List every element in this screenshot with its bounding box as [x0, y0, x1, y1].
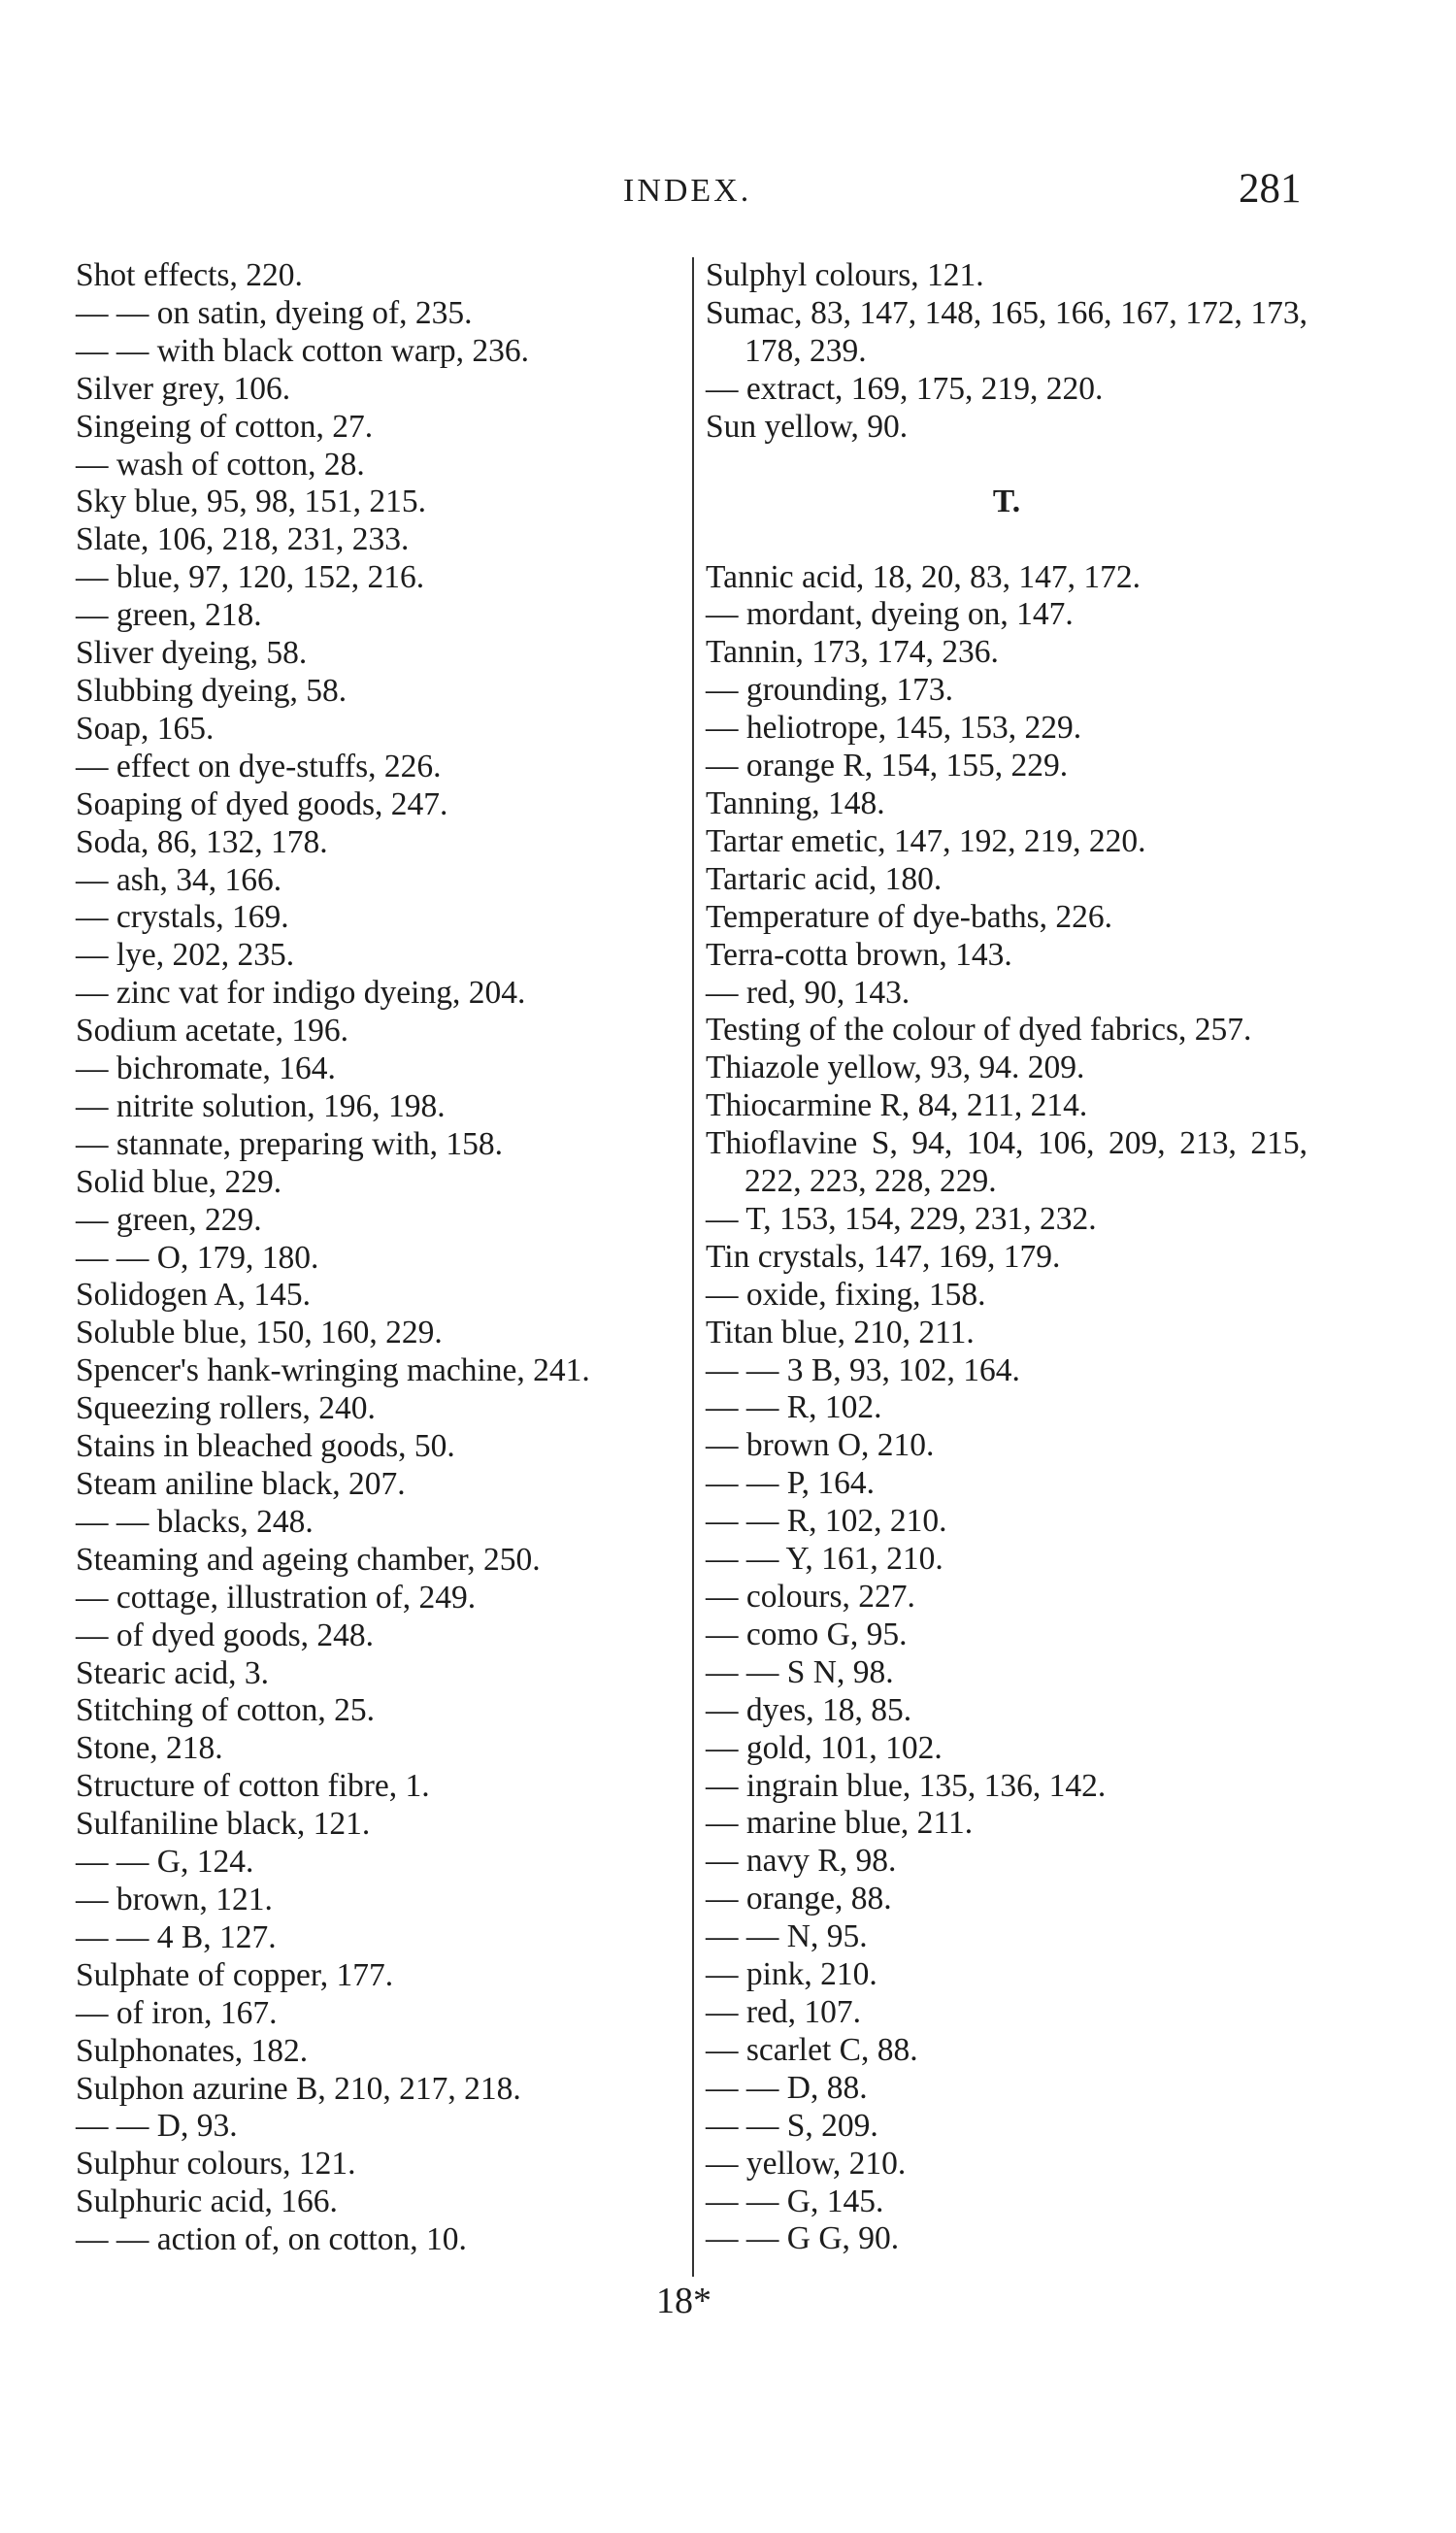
- index-entry: — of iron, 167.: [76, 1994, 278, 2031]
- index-entry: Shot effects, 220.: [76, 257, 303, 293]
- index-entry: Silver grey, 106.: [76, 370, 291, 407]
- index-entry: Temperature of dye-baths, 226.: [706, 898, 1113, 935]
- index-entry: — orange, 88.: [706, 1881, 892, 1917]
- index-entry: — — D, 93.: [76, 2108, 238, 2145]
- index-entry: — green, 218.: [76, 597, 262, 634]
- index-entry: Sulphyl colours, 121.: [706, 257, 984, 293]
- index-entry: — extract, 169, 175, 219, 220.: [706, 370, 1104, 407]
- index-entry: — dyes, 18, 85.: [706, 1691, 912, 1728]
- index-entry: — — action of, on cotton, 10.: [76, 2221, 467, 2258]
- index-entry: Soap, 165.: [76, 710, 215, 747]
- index-entry: — colours, 227.: [706, 1579, 915, 1615]
- index-entry: Tannic acid, 18, 20, 83, 147, 172.: [706, 558, 1141, 595]
- index-entry: Sulphuric acid, 166.: [76, 2183, 338, 2220]
- index-entry: — gold, 101, 102.: [706, 1729, 943, 1766]
- index-entry: — — N, 95.: [706, 1918, 868, 1955]
- index-entry: — — S, 209.: [706, 2107, 878, 2144]
- index-entry: — brown, 121.: [76, 1881, 273, 1917]
- index-entry: Tannin, 173, 174, 236.: [706, 634, 999, 671]
- index-entry: — — Y, 161, 210.: [706, 1541, 943, 1578]
- index-entry: Thiazole yellow, 93, 94. 209.: [706, 1050, 1085, 1086]
- index-entry: — — G, 145.: [706, 2183, 884, 2219]
- index-entry: Stitching of cotton, 25.: [76, 1692, 375, 1729]
- index-entry: — T, 153, 154, 229, 231, 232.: [706, 1200, 1097, 1237]
- index-entry: — blue, 97, 120, 152, 216.: [76, 559, 425, 596]
- index-entry: — cottage, illustration of, 249.: [76, 1579, 477, 1616]
- index-entry: Singeing of cotton, 27.: [76, 408, 374, 445]
- index-entry: — brown O, 210.: [706, 1427, 935, 1464]
- index-entry: — — 3 B, 93, 102, 164.: [706, 1351, 1020, 1388]
- index-entry: Tanning, 148.: [706, 784, 885, 821]
- index-entry: Sumac, 83, 147, 148, 165, 166, 167, 172, 173, 178, 239.: [706, 294, 1307, 369]
- index-entry: — ingrain blue, 135, 136, 142.: [706, 1767, 1107, 1804]
- index-entry: — crystals, 169.: [76, 899, 289, 936]
- index-entry: — yellow, 210.: [706, 2145, 907, 2182]
- index-entry: — wash of cotton, 28.: [76, 446, 365, 483]
- index-entry: Terra-cotta brown, 143.: [706, 936, 1012, 973]
- section-heading: T.: [992, 483, 1021, 519]
- running-title: INDEX.: [623, 173, 752, 209]
- signature-mark: 18*: [656, 2281, 711, 2321]
- index-entry: — — 4 B, 127.: [76, 1918, 277, 1955]
- index-entry: Sliver dyeing, 58.: [76, 635, 308, 672]
- index-entry: Sky blue, 95, 98, 151, 215.: [76, 483, 427, 520]
- index-entry: Structure of cotton fibre, 1.: [76, 1768, 430, 1805]
- index-entry: — green, 229.: [76, 1201, 262, 1238]
- index-entry: Soluble blue, 150, 160, 229.: [76, 1315, 443, 1351]
- index-entry: Tartaric acid, 180.: [706, 860, 943, 897]
- index-entry: — zinc vat for indigo dyeing, 204.: [76, 975, 526, 1012]
- column-divider: [692, 257, 694, 2277]
- index-entry: Solidogen A, 145.: [76, 1277, 311, 1314]
- index-entry: — — with black cotton warp, 236.: [76, 332, 530, 369]
- index-entry: Sulfaniline black, 121.: [76, 1806, 371, 1843]
- index-entry: Sulphur colours, 121.: [76, 2146, 356, 2183]
- index-entry: — — O, 179, 180.: [76, 1239, 319, 1276]
- index-entry: — ash, 34, 166.: [76, 861, 282, 898]
- index-entry: Testing of the colour of dyed fabrics, 257.: [706, 1012, 1252, 1049]
- index-entry: — como G, 95.: [706, 1616, 908, 1652]
- index-entry: Slate, 106, 218, 231, 233.: [76, 521, 410, 558]
- index-entry: Stains in bleached goods, 50.: [76, 1428, 455, 1465]
- index-entry: — mordant, dyeing on, 147.: [706, 596, 1074, 633]
- index-entry: — — blacks, 248.: [76, 1503, 314, 1540]
- index-entry: Tartar emetic, 147, 192, 219, 220.: [706, 822, 1146, 859]
- index-column-left: [76, 257, 679, 2259]
- index-entry: — navy R, 98.: [706, 1843, 897, 1880]
- index-entry: — oxide, fixing, 158.: [706, 1276, 986, 1313]
- index-entry: Steam aniline black, 207.: [76, 1466, 406, 1502]
- index-entry: — — on satin, dyeing of, 235.: [76, 294, 473, 331]
- index-entry: Sulphonates, 182.: [76, 2032, 309, 2069]
- index-entry: — lye, 202, 235.: [76, 937, 295, 974]
- index-entry: — red, 90, 143.: [706, 974, 910, 1011]
- index-entry: — bichromate, 164.: [76, 1050, 336, 1087]
- index-entry: Sun yellow, 90.: [706, 408, 909, 445]
- index-entry: Sulphate of copper, 177.: [76, 1956, 394, 1993]
- index-entry: — — R, 102.: [706, 1389, 882, 1426]
- index-entry: Spencer's hank-wringing machine, 241.: [76, 1352, 590, 1389]
- index-entry: — orange R, 154, 155, 229.: [706, 748, 1069, 784]
- index-entry: — scarlet C, 88.: [706, 2031, 918, 2068]
- index-entry: Slubbing dyeing, 58.: [76, 672, 347, 709]
- index-entry: — grounding, 173.: [706, 672, 953, 709]
- index-entry: — pink, 210.: [706, 1956, 877, 1993]
- index-entry: — stannate, preparing with, 158.: [76, 1125, 504, 1162]
- index-entry: — — S N, 98.: [706, 1653, 894, 1690]
- index-entry: — heliotrope, 145, 153, 229.: [706, 710, 1082, 747]
- index-entry: Soaping of dyed goods, 247.: [76, 785, 448, 822]
- index-column-right: [706, 257, 1307, 2258]
- index-entry: Solid blue, 229.: [76, 1163, 282, 1200]
- index-entry: — nitrite solution, 196, 198.: [76, 1087, 446, 1124]
- index-entry: Sodium acetate, 196.: [76, 1013, 348, 1050]
- index-entry: Thioflavine S, 94, 104, 106, 209, 213, 215, 222, 223, 228, 229.: [706, 1125, 1307, 1200]
- index-entry: — of dyed goods, 248.: [76, 1616, 375, 1653]
- index-entry: — — G, 124.: [76, 1844, 254, 1881]
- page-number: 281: [1239, 166, 1302, 212]
- index-entry: — red, 107.: [706, 1993, 862, 2030]
- index-entry: — — D, 88.: [706, 2069, 868, 2106]
- index-entry: Titan blue, 210, 211.: [706, 1314, 975, 1350]
- index-entry: — — P, 164.: [706, 1465, 876, 1502]
- index-entry: — marine blue, 211.: [706, 1805, 974, 1842]
- index-entry: Thiocarmine R, 84, 211, 214.: [706, 1087, 1088, 1124]
- index-entry: Stearic acid, 3.: [76, 1654, 270, 1691]
- index-entry: Soda, 86, 132, 178.: [76, 823, 328, 860]
- index-entry: Steaming and ageing chamber, 250.: [76, 1541, 541, 1578]
- index-entry: Stone, 218.: [76, 1730, 223, 1767]
- index-entry: Tin crystals, 147, 169, 179.: [706, 1238, 1061, 1275]
- index-entry: — — G G, 90.: [706, 2220, 900, 2257]
- index-entry: — effect on dye-stuffs, 226.: [76, 748, 442, 784]
- index-entry: — — R, 102, 210.: [706, 1503, 947, 1540]
- index-entry: Squeezing rollers, 240.: [76, 1390, 376, 1427]
- index-entry: Sulphon azurine B, 210, 217, 218.: [76, 2070, 521, 2107]
